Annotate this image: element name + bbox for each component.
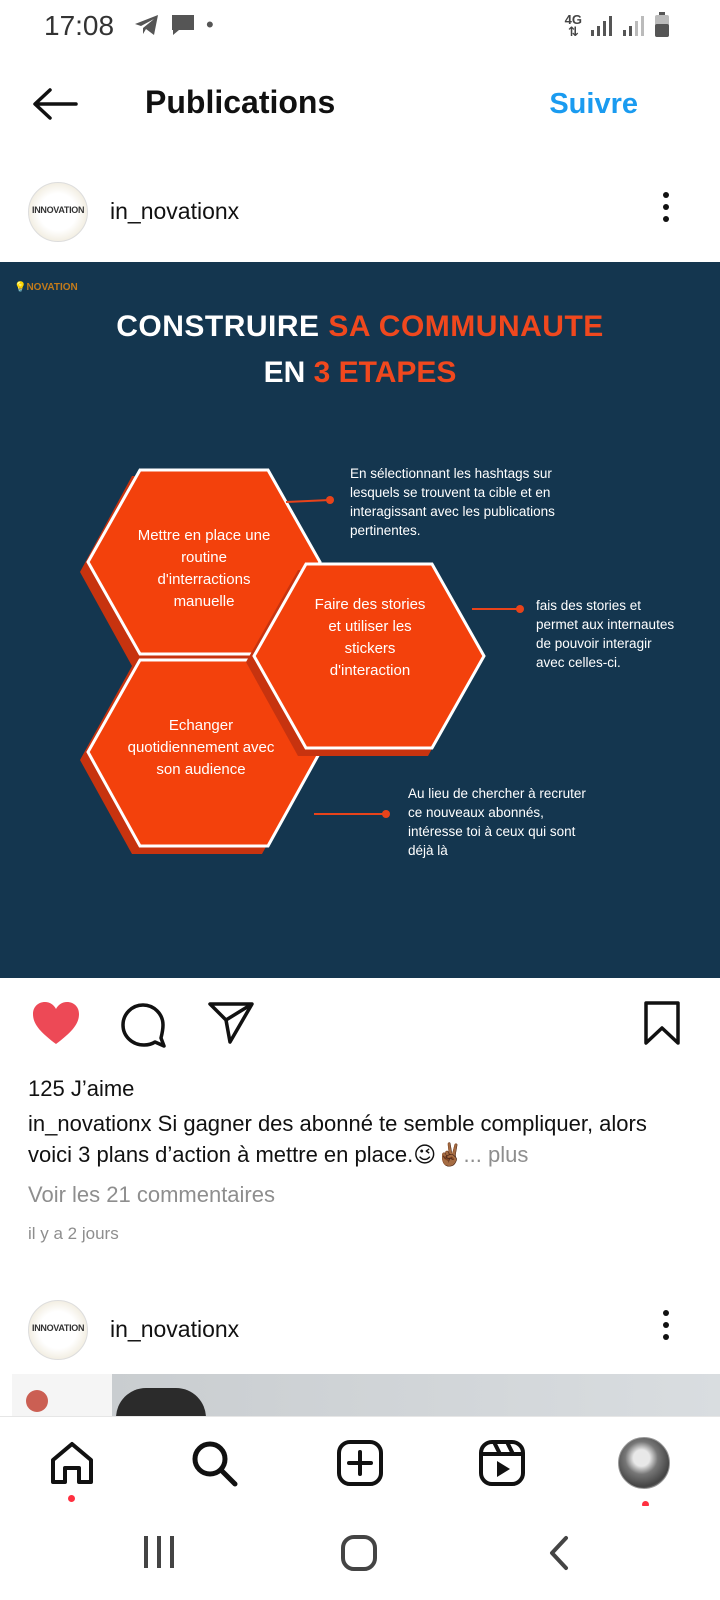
status-notifications (134, 12, 214, 38)
recent-apps-button[interactable] (142, 1534, 176, 1575)
hexagon-2-text: Faire des stories et utiliser les stickers d'interaction (314, 596, 426, 679)
battery-icon (654, 12, 670, 38)
more-dot (663, 1322, 669, 1328)
more-dot (663, 192, 669, 198)
send-icon (206, 1000, 256, 1046)
chevron-left-icon (546, 1534, 572, 1572)
caption-more-link[interactable]: ... plus (463, 1142, 529, 1167)
nav-home[interactable] (44, 1435, 100, 1491)
like-count[interactable]: 125 J’aime (28, 1076, 135, 1101)
notification-dot (68, 1495, 75, 1502)
post-username[interactable]: in_novationx (110, 1316, 240, 1342)
image-title-line1: CONSTRUIRE SA COMMUNAUTE (116, 310, 604, 343)
follow-button[interactable]: Suivre (549, 88, 638, 120)
caption-username[interactable]: in_novationx (28, 1111, 152, 1136)
caption-text: Si gagner des abonné te semble compliquer, alors voici 3 plans d’action à mettre en place.😉✌🏾 (28, 1111, 647, 1167)
comment-icon (118, 1000, 168, 1050)
post-timestamp: il y a 2 jours (28, 1224, 119, 1243)
hexagon-3-text: Echanger quotidiennement avec son audience (127, 717, 275, 778)
image-title-line2: EN 3 ETAPES (263, 356, 457, 389)
back-button[interactable] (30, 84, 80, 124)
connector-line (286, 500, 330, 502)
avatar[interactable] (28, 182, 88, 242)
signal-icon (590, 14, 614, 38)
post-header (0, 172, 720, 252)
post-header (0, 1290, 720, 1370)
avatar[interactable] (28, 1300, 88, 1360)
home-circle-icon (340, 1534, 378, 1572)
bookmark-icon (642, 1000, 682, 1046)
image-logo: 💡NOVATION (14, 282, 78, 293)
create-post-icon (335, 1438, 385, 1488)
telegram-icon (134, 14, 160, 36)
page-title: Publications (145, 84, 336, 120)
message-icon (170, 13, 196, 37)
post-image[interactable] (12, 1374, 720, 1416)
network-type: 4G ⇅ (564, 12, 582, 39)
connector-dot (516, 605, 524, 613)
more-dot (663, 1334, 669, 1340)
comment-button[interactable] (118, 1000, 168, 1055)
more-dot (663, 1310, 669, 1316)
reels-icon (477, 1438, 527, 1488)
like-button[interactable] (30, 1000, 82, 1053)
note-2: fais des stories et permet aux internautes de pouvoir interagir avec celles-ci. (536, 598, 675, 670)
arrow-left-icon (30, 84, 80, 124)
search-icon (189, 1438, 239, 1488)
bottom-navigation (0, 1416, 720, 1506)
save-button[interactable] (642, 1000, 682, 1051)
more-dot (663, 216, 669, 222)
avatar-logo-text: INNOVATION (32, 1323, 85, 1333)
status-bar (0, 0, 720, 50)
top-app-bar (0, 70, 720, 140)
home-icon (47, 1438, 97, 1488)
more-options-button[interactable] (660, 192, 672, 232)
image-subject (116, 1388, 206, 1416)
status-system-icons (565, 12, 670, 38)
note-1: En sélectionnant les hashtags sur lesquels se trouvent ta cible et en interagissant avec les publications pertinentes. (350, 466, 555, 538)
post-username[interactable]: in_novationx (110, 198, 240, 224)
post-image[interactable] (0, 262, 720, 978)
view-comments-link[interactable]: Voir les 21 commentaires (28, 1182, 275, 1207)
system-navigation-bar (0, 1506, 720, 1600)
more-dot (663, 204, 669, 210)
home-system-button[interactable] (340, 1534, 378, 1577)
post-caption (28, 1108, 688, 1170)
profile-avatar (618, 1437, 670, 1489)
nav-profile[interactable] (616, 1435, 672, 1491)
connector-dot (382, 810, 390, 818)
status-time: 17:08 (44, 10, 115, 41)
signal-icon (622, 14, 646, 38)
hexagon-1-text: Mettre en place une routine d'interractions manuelle (137, 527, 271, 610)
back-system-button[interactable] (546, 1534, 572, 1577)
status-dot: • (206, 12, 214, 37)
note-3: Au lieu de chercher à recruter ce nouveaux abonnés, intéresse toi à ceux qui sont déjà là (408, 786, 586, 858)
share-button[interactable] (206, 1000, 256, 1051)
heart-icon (30, 1000, 82, 1048)
avatar-logo-text: INNOVATION (32, 205, 85, 215)
nav-search[interactable] (186, 1435, 242, 1491)
more-options-button[interactable] (660, 1310, 672, 1350)
connector-dot (326, 496, 334, 504)
nav-reels[interactable] (474, 1435, 530, 1491)
nav-create[interactable] (332, 1435, 388, 1491)
image-logo (26, 1390, 48, 1412)
post-actions (0, 1000, 720, 1060)
recent-apps-icon (142, 1534, 176, 1570)
